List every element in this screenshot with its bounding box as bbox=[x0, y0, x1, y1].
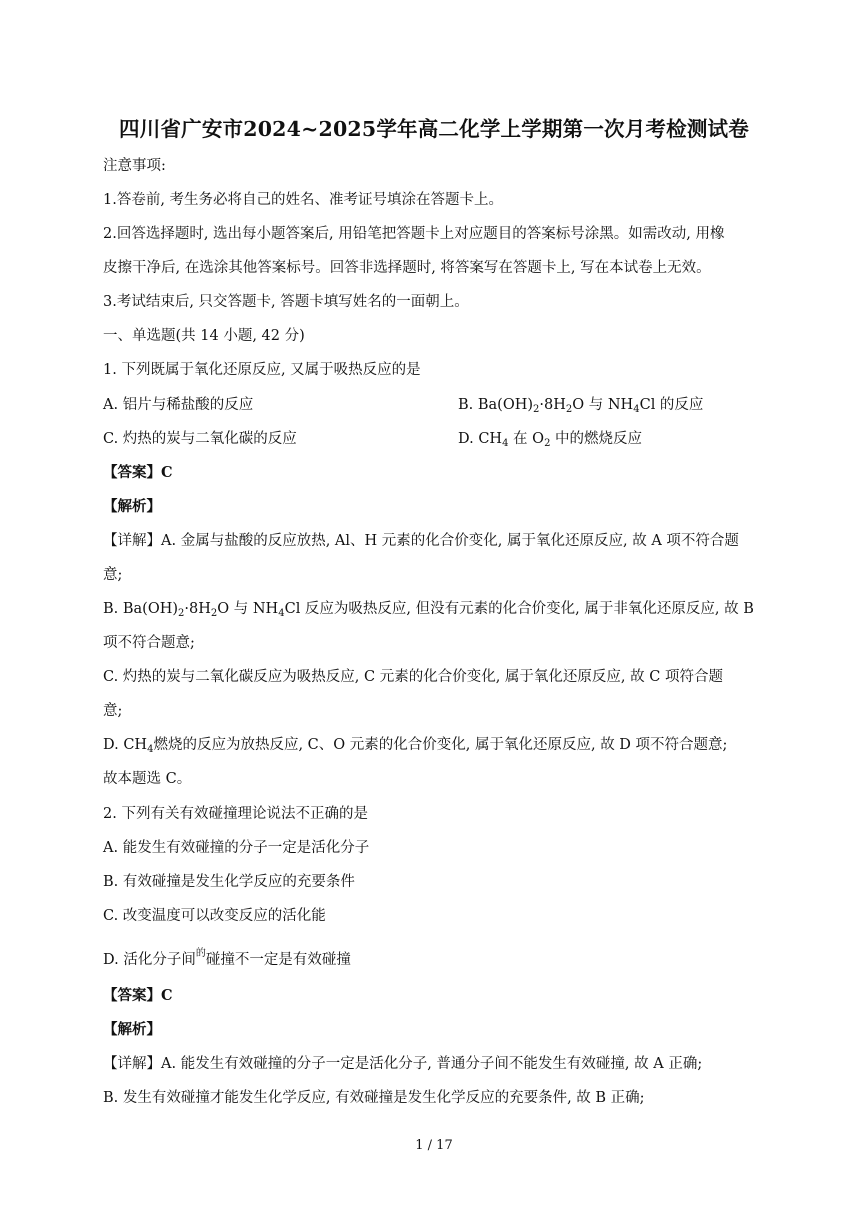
q1-answer: 【答案】C bbox=[103, 464, 173, 481]
notice-item-1: 1.答卷前, 考生务必将自己的姓名、准考证号填涂在答题卡上。 bbox=[103, 192, 504, 208]
q2-option-a: A. 能发生有效碰撞的分子一定是活化分子 bbox=[103, 840, 370, 856]
q2-answer: 【答案】C bbox=[103, 987, 173, 1004]
page-title: 四川省广安市2024~2025学年高二化学上学期第一次月考检测试卷 bbox=[119, 117, 749, 141]
notice-item-2-line-2: 皮擦干净后, 在选涂其他答案标号。回答非选择题时, 将答案写在答题卡上, 写在本试卷上无效。 bbox=[103, 260, 711, 276]
q1-detail-b-line-1: B. $Ba(OH)_2\cdot 8H_2O$ 与 $NH_4Cl$ 反应为吸热反应, 但没有元素的化合价变化, 属于非氧化还原反应, 故 B bbox=[103, 601, 754, 619]
q1-detail-a-line-1: 【详解】A. 金属与盐酸的反应放热, Al、H 元素的化合价变化, 属于氧化还原反应, 故 A 项不符合题 bbox=[103, 533, 739, 549]
q2-option-d: D. 活化分子间$^的$碰撞不一定是有效碰撞 bbox=[103, 948, 351, 968]
q1-option-b: B. $Ba(OH)_2\cdot 8H_2O$ 与 $NH_4Cl$ 的反应 bbox=[458, 397, 704, 415]
q2-option-b: B. 有效碰撞是发生化学反应的充要条件 bbox=[103, 874, 355, 890]
q2-analysis-label: 【解析】 bbox=[103, 1021, 161, 1038]
notice-item-3: 3.考试结束后, 只交答题卡, 答题卡填写姓名的一面朝上。 bbox=[103, 294, 469, 310]
q1-option-d: D. $CH_4$ 在 $O_2$ 中的燃烧反应 bbox=[458, 431, 643, 449]
q1-stem: 1. 下列既属于氧化还原反应, 又属于吸热反应的是 bbox=[103, 362, 421, 378]
q2-detail-a: 【详解】A. 能发生有效碰撞的分子一定是活化分子, 普通分子间不能发生有效碰撞, 故 A 正确; bbox=[103, 1056, 703, 1072]
page-number: 1 / 17 bbox=[415, 1138, 453, 1153]
notice-heading: 注意事项: bbox=[103, 158, 166, 174]
q1-analysis-label: 【解析】 bbox=[103, 498, 161, 515]
q1-conclusion: 故本题选 C。 bbox=[103, 771, 192, 787]
q2-option-c: C. 改变温度可以改变反应的活化能 bbox=[103, 908, 326, 924]
q2-stem: 2. 下列有关有效碰撞理论说法不正确的是 bbox=[103, 806, 368, 822]
q1-option-c: C. 灼热的炭与二氧化碳的反应 bbox=[103, 431, 297, 447]
q1-option-a: A. 铝片与稀盐酸的反应 bbox=[103, 397, 254, 413]
q1-detail-a-line-2: 意; bbox=[103, 567, 123, 583]
q1-detail-b-line-2: 项不符合题意; bbox=[103, 635, 195, 651]
q1-detail-d: D. $CH_4$燃烧的反应为放热反应, C、O 元素的化合价变化, 属于氧化还原反应, 故 D 项不符合题意; bbox=[103, 737, 728, 755]
notice-item-2-line-1: 2.回答选择题时, 选出每小题答案后, 用铅笔把答题卡上对应题目的答案标号涂黑。如需改动, 用橡 bbox=[103, 226, 725, 242]
q2-detail-b: B. 发生有效碰撞才能发生化学反应, 有效碰撞是发生化学反应的充要条件, 故 B 正确; bbox=[103, 1090, 645, 1106]
q1-detail-c-line-1: C. 灼热的炭与二氧化碳反应为吸热反应, C 元素的化合价变化, 属于氧化还原反应, 故 C 项符合题 bbox=[103, 669, 723, 685]
q1-detail-c-line-2: 意; bbox=[103, 703, 123, 719]
section-heading: 一、单选题(共 14 小题, 42 分) bbox=[103, 328, 305, 344]
